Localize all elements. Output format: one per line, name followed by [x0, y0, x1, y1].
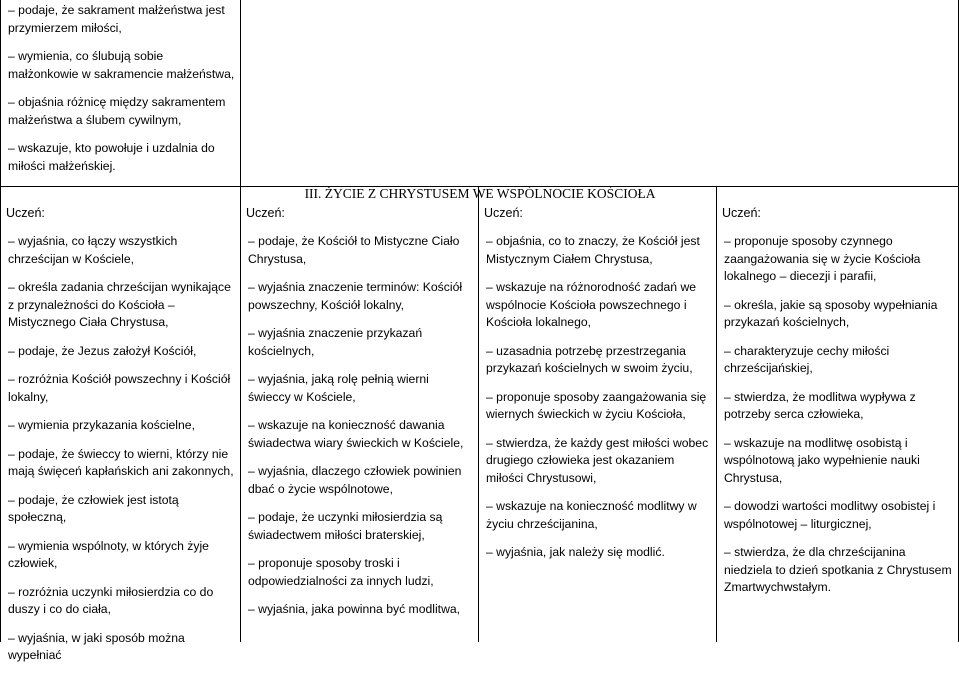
list-item: – wyjaśnia znaczenie przykazań kościelnych,: [248, 326, 423, 358]
list-item: – wyjaśnia, co łączy wszystkich chrześcijan w Kościele,: [8, 234, 178, 266]
list-item: – rozróżnia Kościół powszechny i Kościół lokalny,: [8, 372, 231, 404]
table-divider: [478, 186, 479, 642]
list-item: – proponuje sposoby zaangażowania się wiernych świeckich w życiu Kościoła,: [486, 389, 707, 421]
list-item: – wskazuje na różnorodność zadań we wspólnocie Kościoła powszechnego i Kościoła lokalnego,: [486, 280, 697, 329]
list-item: – wyjaśnia, jak należy się modlić.: [486, 545, 665, 559]
list-item: – wyjaśnia, jaka powinna być modlitwa,: [248, 602, 461, 616]
table-border-left: [0, 0, 1, 642]
list-item: – wymienia, co ślubują sobie małżonkowie w sakramencie małżeństwa,: [8, 49, 235, 81]
list-item: – wyjaśnia znaczenie terminów: Kościół powszechny, Kościół lokalny,: [248, 280, 463, 312]
top-cell: [8, 2, 236, 186]
list-item: – wskazuje na konieczność dawania świadectwa wiary świeckich w Kościele,: [248, 418, 464, 450]
list-item: – wymienia przykazania kościelne,: [8, 418, 195, 432]
list-item: – podaje, że sakrament małżeństwa jest przymierzem miłości,: [8, 3, 225, 35]
list-item: – uzasadnia potrzebę przestrzegania przykazań kościelnych w swoim życiu,: [486, 343, 693, 375]
list-item: – określa zadania chrześcijan wynikające z przynależności do Kościoła – Mistycznego Ciała Chrystusa,: [8, 280, 231, 329]
list-item: – wskazuje na modlitwę osobistą i wspólnotową jako wypełnienie nauki Chrystusa,: [724, 435, 920, 485]
column-3: [486, 233, 712, 573]
list-item: – podaje, że uczynki miłosierdzia są świadectwem miłości braterskiej,: [248, 510, 443, 542]
list-item: – wyjaśnia, w jaki sposób można wypełniać: [8, 630, 185, 662]
section-title: III. ŻYCIE Z CHRYSTUSEM WE WSPÓLNOCIE KOŚCIOŁA: [304, 186, 656, 201]
table-divider: [716, 186, 717, 642]
list-item: – objaśnia, co to znaczy, że Kościół jest Mistycznym Ciałem Chrystusa,: [486, 234, 700, 266]
list-item: – rozróżnia uczynki miłosierdzia co do duszy i co do ciała,: [8, 584, 214, 616]
column-header: Uczeń:: [484, 206, 523, 220]
list-item: – wyjaśnia, dlaczego człowiek powinien dbać o życie wspólnotowe,: [248, 464, 462, 496]
column-header: Uczeń:: [6, 206, 45, 220]
list-item: – proponuje sposoby czynnego zaangażowania się w życie Kościoła lokalnego – diecezji i parafii,: [724, 234, 921, 283]
list-item: – podaje, że człowiek jest istotą społeczną,: [8, 492, 179, 524]
list-item: – podaje, że Kościół to Mistyczne Ciało Chrystusa,: [248, 234, 460, 266]
column-2: [248, 233, 474, 630]
column-1: [8, 233, 236, 676]
list-item: – objaśnia różnicę między sakramentem małżeństwa a ślubem cywilnym,: [8, 95, 226, 127]
list-item: – podaje, że świeccy to wierni, którzy nie mają święceń kapłańskich ani zakonnych,: [8, 446, 234, 478]
list-item: – wyjaśnia, jaką rolę pełnią wierni świeccy w Kościele,: [248, 372, 429, 404]
list-item: – proponuje sposoby troski i odpowiedzialności za innych ludzi,: [248, 556, 434, 588]
list-item: – charakteryzuje cechy miłości chrześcijańskiej,: [724, 343, 890, 375]
list-item: – stwierdza, że dla chrześcijanina niedziela to dzień spotkania z Chrystusem Zmartwychwstałym.: [724, 545, 952, 594]
list-item: – wskazuje na konieczność modlitwy w życiu chrześcijanina,: [486, 499, 697, 531]
list-item: – stwierdza, że modlitwa wypływa z potrzeby serca człowieka,: [724, 389, 916, 421]
column-4: [724, 233, 954, 608]
column-header: Uczeń:: [246, 206, 285, 220]
table-divider: [240, 0, 241, 642]
list-item: – wymienia wspólnoty, w których żyje człowiek,: [8, 538, 209, 570]
list-item: – podaje, że Jezus założył Kościół,: [8, 343, 197, 358]
column-header: Uczeń:: [722, 206, 761, 220]
list-item: – wskazuje, kto powołuje i uzdalnia do miłości małżeńskiej.: [8, 141, 215, 173]
list-item: – określa, jakie są sposoby wypełniania przykazań kościelnych,: [724, 297, 938, 329]
list-item: – stwierdza, że każdy gest miłości wobec drugiego człowieka jest okazaniem miłości Chrystusowi,: [486, 435, 709, 485]
list-item: – dowodzi wartości modlitwy osobistej i wspólnotowej – liturgicznej,: [724, 499, 936, 531]
